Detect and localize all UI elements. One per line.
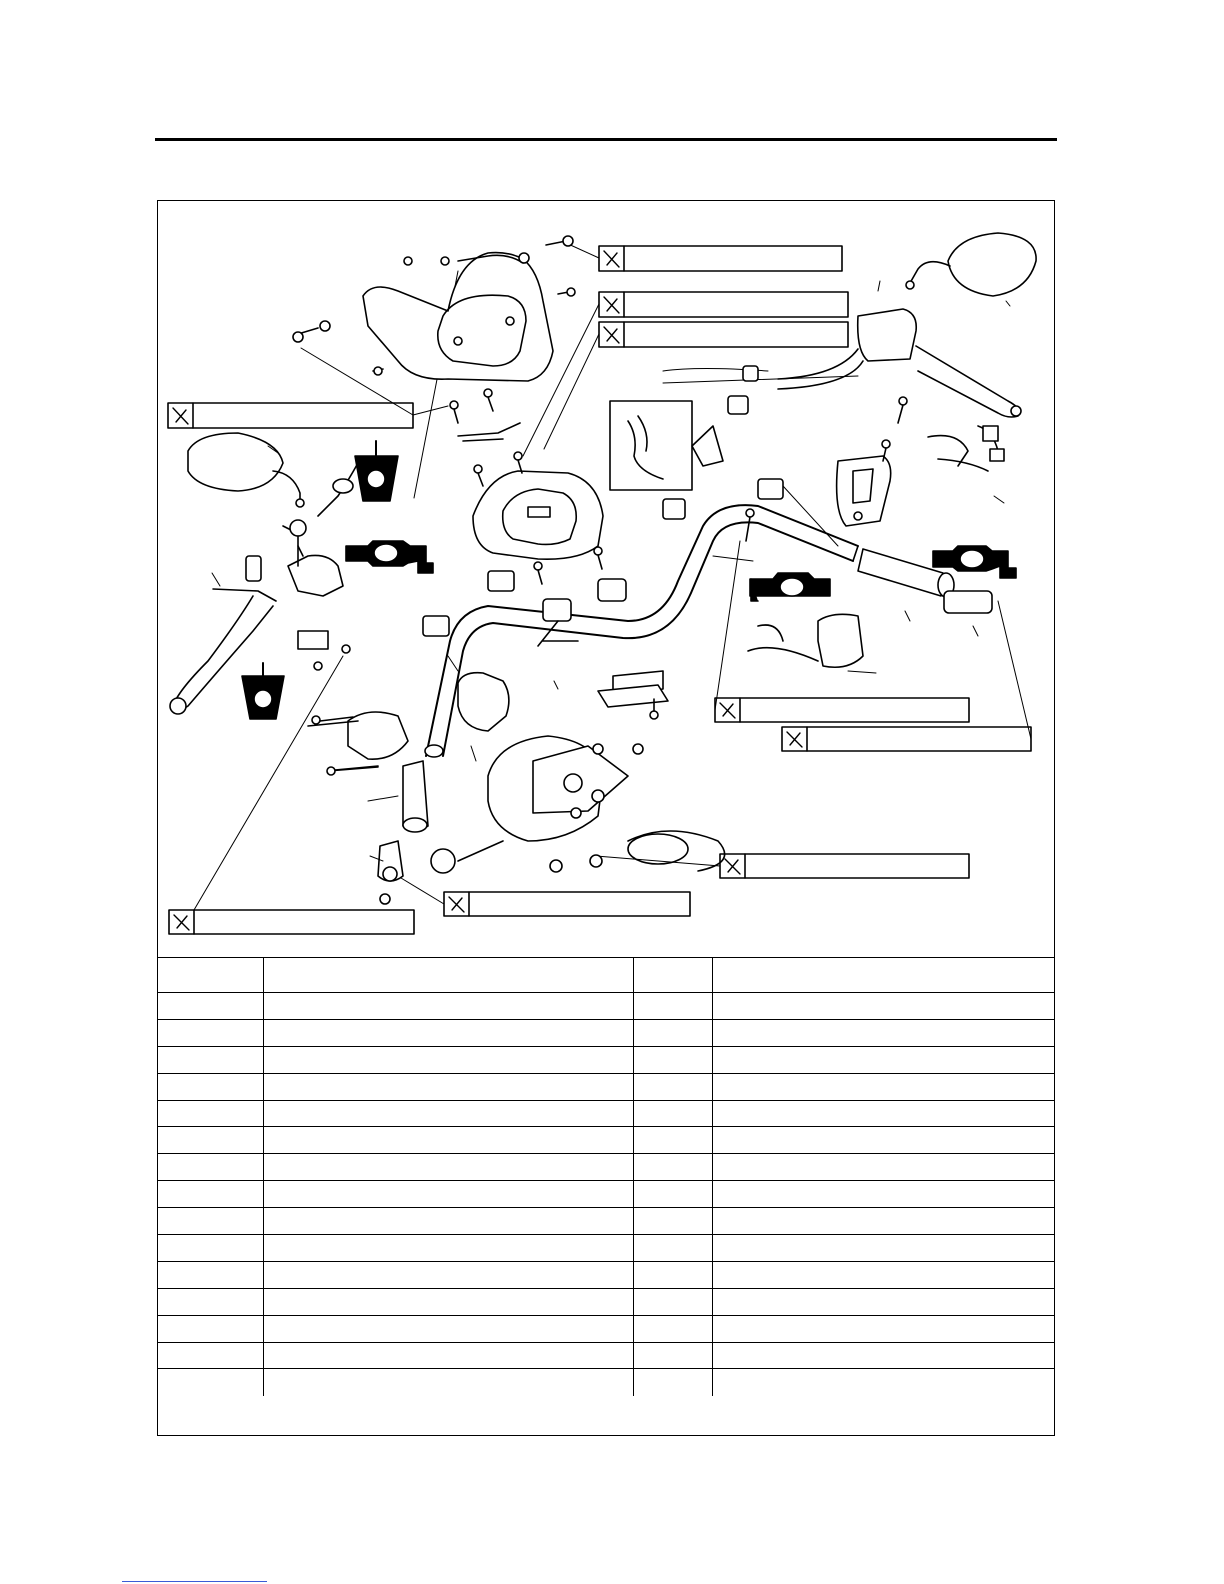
grease-icon xyxy=(346,541,433,573)
left-grip xyxy=(378,761,428,904)
cell-remarks xyxy=(712,1288,1054,1315)
exploded-view-frame xyxy=(157,200,1055,1436)
torque-box xyxy=(599,322,848,347)
parts-table xyxy=(158,957,1054,1396)
cell-remarks xyxy=(712,1315,1054,1342)
table-row xyxy=(158,1235,1054,1262)
cell-remarks xyxy=(712,1100,1054,1127)
right-mirror xyxy=(906,233,1036,296)
cell-part xyxy=(263,993,633,1020)
right-handlebar-switch xyxy=(837,456,891,526)
cell-part xyxy=(263,1208,633,1235)
torque-box xyxy=(782,727,1031,751)
cell-order xyxy=(158,1342,263,1369)
table-row xyxy=(158,1261,1054,1288)
cell-part xyxy=(263,1181,633,1208)
cell-qty xyxy=(633,1235,712,1262)
cell-order xyxy=(158,1261,263,1288)
cell-qty xyxy=(633,1100,712,1127)
cell-qty xyxy=(633,1019,712,1046)
cell-part xyxy=(263,1315,633,1342)
lt-bottle-icon xyxy=(355,441,398,501)
table-row xyxy=(158,1046,1054,1073)
cell-remarks xyxy=(712,1261,1054,1288)
table-row xyxy=(158,1127,1054,1154)
cell-order xyxy=(158,1019,263,1046)
parts-table-header xyxy=(158,958,1054,993)
cell-part xyxy=(263,1288,633,1315)
cell-qty xyxy=(633,1315,712,1342)
cell-order xyxy=(158,1100,263,1127)
cell-remarks xyxy=(712,1208,1054,1235)
grease-icon xyxy=(750,573,830,601)
table-row xyxy=(158,1181,1054,1208)
table-row xyxy=(158,1100,1054,1127)
cell-part xyxy=(263,1073,633,1100)
torque-box xyxy=(715,698,969,722)
torque-box xyxy=(168,403,413,428)
table-row xyxy=(158,1154,1054,1181)
table-row xyxy=(158,1073,1054,1100)
cell-remarks xyxy=(712,1154,1054,1181)
cell-qty xyxy=(633,1046,712,1073)
upper-bracket xyxy=(431,736,725,873)
cell-qty xyxy=(633,1181,712,1208)
cell-order xyxy=(158,1181,263,1208)
table-row xyxy=(158,1369,1054,1396)
clutch-cable xyxy=(318,463,358,516)
cell-qty xyxy=(633,1288,712,1315)
cell-order xyxy=(158,1235,263,1262)
cell-part xyxy=(263,1154,633,1181)
cell-remarks xyxy=(712,1073,1054,1100)
cell-remarks xyxy=(712,1235,1054,1262)
cell-order xyxy=(158,993,263,1020)
cell-order xyxy=(158,1154,263,1181)
cell-order xyxy=(158,1288,263,1315)
cell-part xyxy=(263,1261,633,1288)
cell-remarks xyxy=(712,993,1054,1020)
table-row xyxy=(158,1342,1054,1369)
cell-order xyxy=(158,1208,263,1235)
torque-box xyxy=(444,892,690,916)
header-order xyxy=(158,958,263,993)
cell-qty xyxy=(633,1208,712,1235)
left-mirror xyxy=(188,433,304,507)
cell-order xyxy=(158,1369,263,1396)
table-row xyxy=(158,993,1054,1020)
header-job-part xyxy=(263,958,633,993)
table-row xyxy=(158,1019,1054,1046)
cell-remarks xyxy=(712,1127,1054,1154)
cell-qty xyxy=(633,993,712,1020)
cell-remarks xyxy=(712,1342,1054,1369)
cell-order xyxy=(158,1127,263,1154)
header-qty xyxy=(633,958,712,993)
meter-assembly xyxy=(458,423,603,559)
table-row xyxy=(158,1315,1054,1342)
cell-part xyxy=(263,1369,633,1396)
cell-order xyxy=(158,1315,263,1342)
meter-cover xyxy=(293,236,575,381)
table-row xyxy=(158,1288,1054,1315)
cell-part xyxy=(263,1100,633,1127)
left-handlebar-switch xyxy=(308,673,509,771)
cell-qty xyxy=(633,1261,712,1288)
cell-part xyxy=(263,1342,633,1369)
torque-box xyxy=(720,854,969,878)
cell-remarks xyxy=(712,1369,1054,1396)
cell-part xyxy=(263,1127,633,1154)
footer-link-underline[interactable] xyxy=(122,1581,267,1582)
cell-order xyxy=(158,1073,263,1100)
cell-qty xyxy=(633,1073,712,1100)
torque-box xyxy=(599,292,848,317)
throttle-cables xyxy=(928,426,1004,471)
cell-order xyxy=(158,1046,263,1073)
cell-remarks xyxy=(712,1019,1054,1046)
cell-qty xyxy=(633,1342,712,1369)
cell-part xyxy=(263,1046,633,1073)
cell-part xyxy=(263,1019,633,1046)
lt-bottle-icon xyxy=(242,663,284,719)
torque-box xyxy=(599,246,842,271)
header-rule xyxy=(155,138,1057,141)
cell-qty xyxy=(633,1127,712,1154)
cell-part xyxy=(263,1235,633,1262)
cell-remarks xyxy=(712,1181,1054,1208)
cell-qty xyxy=(633,1369,712,1396)
cell-remarks xyxy=(712,1046,1054,1073)
table-row xyxy=(158,1208,1054,1235)
header-remarks xyxy=(712,958,1054,993)
handlebar-exploded-diagram xyxy=(158,201,1054,957)
cell-qty xyxy=(633,1154,712,1181)
torque-box xyxy=(169,910,414,934)
